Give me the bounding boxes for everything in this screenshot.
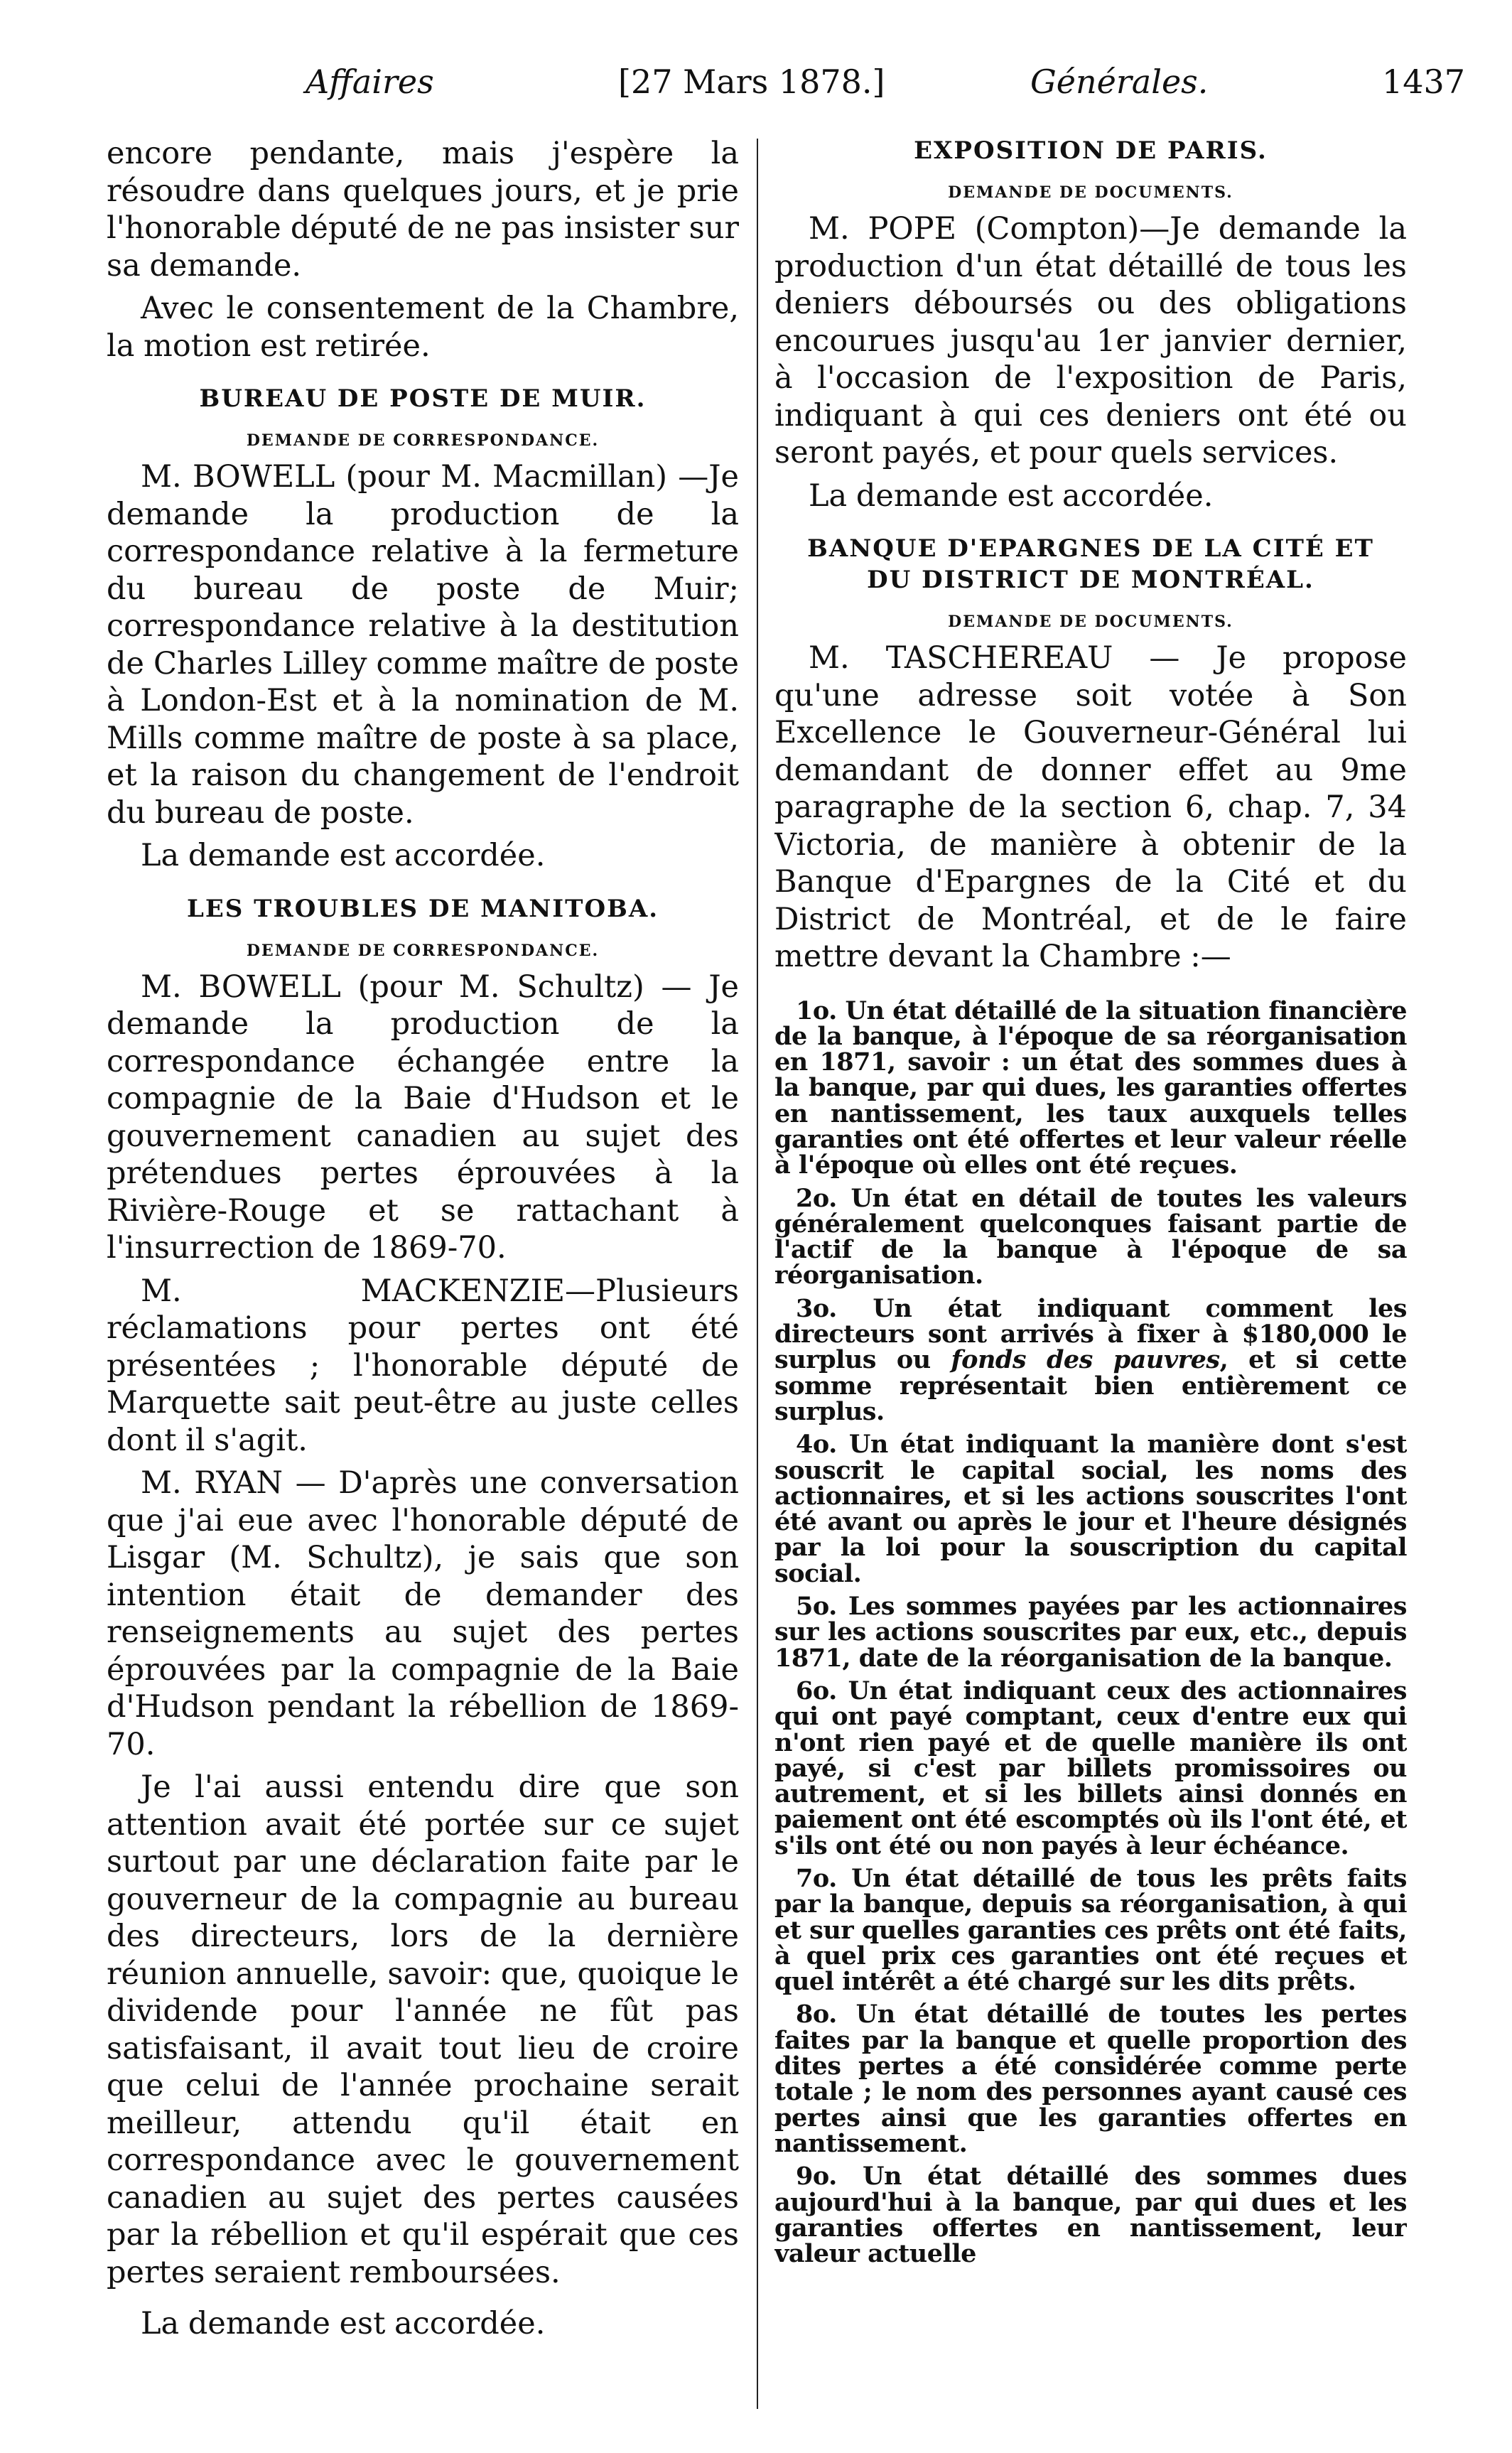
list-item-3-rest: , et si cette somme représentait bien entièrement ce surplus. (774, 1345, 1407, 1426)
list-item-3 (774, 1293, 1407, 1426)
section-subtitle-manitoba: DEMANDE DE CORRESPONDANCE. (246, 941, 600, 960)
paragraph-accorded-1: La demande est accordée. (141, 838, 546, 873)
list-item-3-italic: fonds des pauvres (951, 1345, 1220, 1375)
paragraph-bowell-muir: M. BOWELL (pour M. Macmillan) —Je demande la production de la correspondance relative à la fermeture du bureau de poste de Muir; correspondance relative à la destitution de Charles Lilley comme maître de poste à London-Est et à la nomination de M. Mills comme maître de poste à sa place, et la raison du changement de l'endroit du bureau de poste. (107, 459, 739, 831)
list-item-1: 1o. Un état détaillé de la situation financière de la banque, à l'époque de sa réorganisation en 1871, savoir : un état des sommes dues à la banque, par qui dues, les garanties offertes en nantissement, les taux auxquels telles garanties ont été offertes et leur valeur réelle à l'époque où elles ont été reçues. (774, 996, 1407, 1180)
list-item-8: 8o. Un état détaillé de toutes les pertes faites par la banque et quelle proportion des dites pertes a été considérée comme perte totale ; le nom des personnes ayant causé ces pertes ainsi que les garanties offertes en nantissement. (774, 2000, 1407, 2158)
section-title-exposition: EXPOSITION DE PARIS. (914, 136, 1268, 165)
list-item-2: 2o. Un état en détail de toutes les valeurs généralement quelconques faisant partie de l'actif de la banque à l'époque de sa réorganisation. (774, 1183, 1407, 1290)
paragraph-ryan-cont: Je l'ai aussi entendu dire que son attention avait été portée sur ce sujet surtout par une déclaration faite par le gouverneur de la compagnie au bureau des directeurs, lors de la dernière réunion annuelle, savoir: que, quoique le dividende pour l'année ne fût pas satisfaisant, il avait tout lieu de croire que celui de l'année prochaine serait meilleur, attendu qu'il était en correspondance avec le gouvernement canadien au sujet des pertes causées par la rébellion et qu'il espérait que ces pertes seraient remboursées. (107, 1769, 739, 2290)
left-column (107, 135, 739, 2423)
header-right: Générales. (1030, 63, 1209, 101)
list-item-3-text: 3o. Un état indiquant comment les directeurs sont arrivés à fixer à $180,000 le surplus ou (774, 1293, 1407, 1375)
right-column (774, 135, 1407, 2423)
header-left: Affaires (306, 63, 434, 101)
page-number: 1437 (1382, 63, 1466, 101)
section-subtitle-muir: DEMANDE DE CORRESPONDANCE. (246, 431, 600, 450)
paragraph-accorded-3: La demande est accordée. (809, 478, 1214, 514)
section-title-banque-line1: BANQUE D'EPARGNES DE LA CITÉ ET (807, 534, 1374, 563)
section-title-banque-line2: DU DISTRICT DE MONTRÉAL. (867, 566, 1314, 594)
header-date: [27 Mars 1878.] (618, 63, 885, 101)
paragraph-pope: M. POPE (Compton)—Je demande la production d'un état détaillé de tous les deniers déboursés ou des obligations encourues jusqu'au 1er janvier dernier, à l'occasion de l'exposition de Paris, indiquant à qui ces deniers ont été ou seront payés, et pour quels services. (774, 211, 1407, 470)
paragraph-bowell-schultz: M. BOWELL (pour M. Schultz) — Je demande la production de la correspondance échangée entre la compagnie de la Baie d'Hudson et le gouvernement canadien au sujet des prétendues pertes éprouvées à la Rivière-Rouge et se rattachant à l'insurrection de 1869-70. (107, 969, 739, 1266)
list-item-4: 4o. Un état indiquant la manière dont s'est souscrit le capital social, les noms des actionnaires, et si les actions souscrites l'ont été avant ou après le jour et l'heure désignés par la loi pour la souscription du capital social. (774, 1430, 1407, 1588)
list-item-9: 9o. Un état détaillé des sommes dues aujourd'hui à la banque, par qui dues et les garanties offertes en nantissement, leur valeur actuelle (774, 2162, 1407, 2269)
paragraph-taschereau: M. TASCHEREAU — Je propose qu'une adresse soit votée à Son Excellence le Gouverneur-Général lui demandant de donner effet au 9me paragraphe de la section 6, chap. 7, 34 Victoria, de manière à obtenir de la Banque d'Epargnes de la Cité et du District de Montréal, et de le faire mettre devant la Chambre :— (774, 640, 1407, 974)
continued-paragraph: encore pendante, mais j'espère la résoudre dans quelques jours, et je prie l'honorable député de ne pas insister sur sa demande. (107, 136, 739, 284)
list-item-7: 7o. Un état détaillé de tous les prêts faits par la banque, depuis sa réorganisation, à qui et sur quelles garanties ces prêts ont été faits, à quel prix ces garanties ont été reçues et quel intérêt a été chargé sur les dits prêts. (774, 1864, 1407, 1997)
section-title-muir: BUREAU DE POSTE DE MUIR. (199, 384, 647, 413)
list-item-6: 6o. Un état indiquant ceux des actionnaires qui ont payé comptant, ceux d'entre eux qui n'ont rien payé et de quelle manière ils ont payé, si c'est par billets promissoires ou autrement, et si les billets ainsi donnés en paiement ont été escomptés où ils l'ont été, et s'ils ont été ou non payés à leur échéance. (774, 1676, 1407, 1860)
motion-withdrawn: Avec le consentement de la Chambre, la motion est retirée. (107, 291, 739, 364)
list-item-5: 5o. Les sommes payées par les actionnaires sur les actions souscrites par eux, etc., depuis 1871, date de la réorganisation de la banque. (774, 1592, 1407, 1673)
paragraph-ryan: M. RYAN — D'après une conversation que j'ai eue avec l'honorable député de Lisgar (M. Schultz), je sais que son intention était de demander des renseignements au sujet des pertes éprouvées par la compagnie de la Baie d'Hudson pendant la rébellion de 1869-70. (107, 1465, 739, 1762)
page-header (0, 0, 1512, 156)
section-subtitle-exposition: DEMANDE DE DOCUMENTS. (948, 183, 1233, 202)
paragraph-mackenzie: M. MACKENZIE—Plusieurs réclamations pour pertes ont été présentées ; l'honorable député de Marquette sait peut-être au juste celles dont il s'agit. (107, 1273, 739, 1458)
section-title-manitoba: LES TROUBLES DE MANITOBA. (186, 894, 659, 923)
section-subtitle-banque: DEMANDE DE DOCUMENTS. (948, 613, 1233, 631)
column-divider (757, 139, 758, 2409)
paragraph-accorded-2: La demande est accordée. (141, 2306, 546, 2341)
